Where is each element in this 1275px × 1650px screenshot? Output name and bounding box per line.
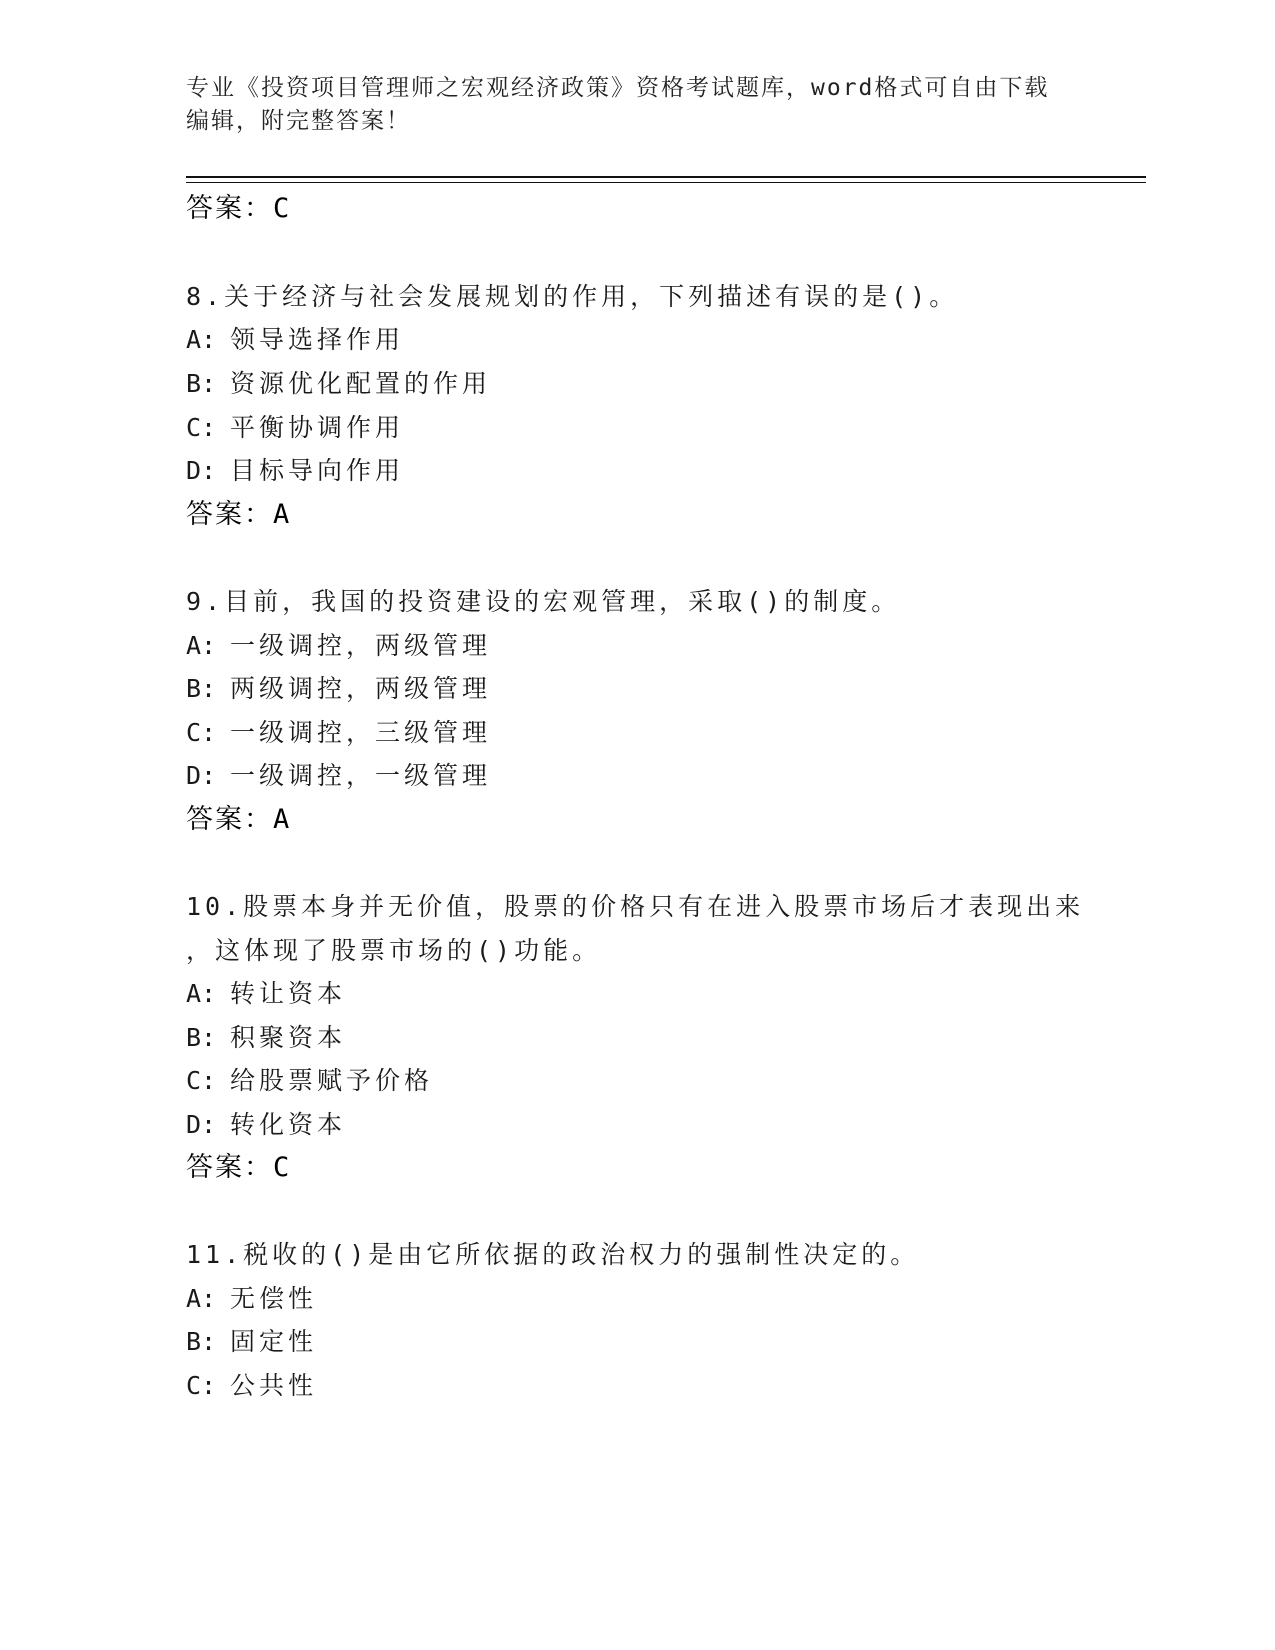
option-key: D: [186,761,217,790]
option-key: B: [186,369,217,398]
question-9-option-d [186,759,491,793]
option-key: B: [186,1023,217,1052]
question-10-option-d [186,1108,346,1142]
option-key: A: [186,1284,217,1313]
option-text: 公共性 [230,1371,318,1400]
question-10-option-a [186,977,346,1011]
question-9-option-a [186,629,491,663]
document-header: 专业《投资项目管理师之宏观经济政策》资格考试题库，word格式可自由下载编辑，附完整答案！ [186,75,1050,134]
option-text: 无偿性 [230,1284,318,1313]
option-key: C: [186,1066,217,1095]
header-rule-thin [186,182,1146,183]
question-8-option-a [186,323,404,357]
option-text: 领导选择作用 [230,325,405,354]
question-11-stem: 11.税收的()是由它所依据的政治权力的强制性决定的。 [186,1240,920,1269]
question-11-option-a [186,1282,317,1316]
option-key: A: [186,979,217,1008]
option-text: 固定性 [230,1327,318,1356]
question-9-answer: 答案：A [186,804,292,835]
option-text: 两级调控，两级管理 [230,674,492,703]
question-10-option-b [186,1021,346,1055]
question-8-option-c [186,411,404,445]
question-10-answer: 答案：C [186,1152,292,1183]
question-10-stem-line2: ，这体现了股票市场的()功能。 [186,936,602,965]
header-rule-thick [186,176,1146,178]
question-9-stem: 9.目前，我国的投资建设的宏观管理，采取()的制度。 [186,587,901,616]
option-text: 积聚资本 [230,1023,347,1052]
option-key: A: [186,325,217,354]
question-8-stem: 8.关于经济与社会发展规划的作用，下列描述有误的是()。 [186,282,959,311]
option-text: 资源优化配置的作用 [230,369,492,398]
option-text: 转让资本 [230,979,347,1008]
answer-previous: 答案：C [186,193,292,224]
option-text: 一级调控，一级管理 [230,761,492,790]
option-text: 平衡协调作用 [230,413,405,442]
option-text: 一级调控，三级管理 [230,718,492,747]
option-key: C: [186,718,217,747]
option-text: 目标导向作用 [230,456,405,485]
option-key: B: [186,1327,217,1356]
question-8-option-d [186,454,404,488]
question-11-option-c [186,1369,317,1403]
option-key: D: [186,456,217,485]
question-9-option-b [186,672,491,706]
option-text: 转化资本 [230,1110,347,1139]
question-9-option-c [186,716,491,750]
question-11-option-b [186,1325,317,1359]
option-key: D: [186,1110,217,1139]
option-key: C: [186,1371,217,1400]
option-key: C: [186,413,217,442]
question-10-stem-line1: 10.股票本身并无价值，股票的价格只有在进入股票市场后才表现出来 [186,892,1085,921]
question-10-option-c [186,1064,433,1098]
option-text: 一级调控，两级管理 [230,631,492,660]
question-8-option-b [186,367,491,401]
question-8-answer: 答案：A [186,499,292,530]
option-key: B: [186,674,217,703]
option-key: A: [186,631,217,660]
option-text: 给股票赋予价格 [230,1066,434,1095]
